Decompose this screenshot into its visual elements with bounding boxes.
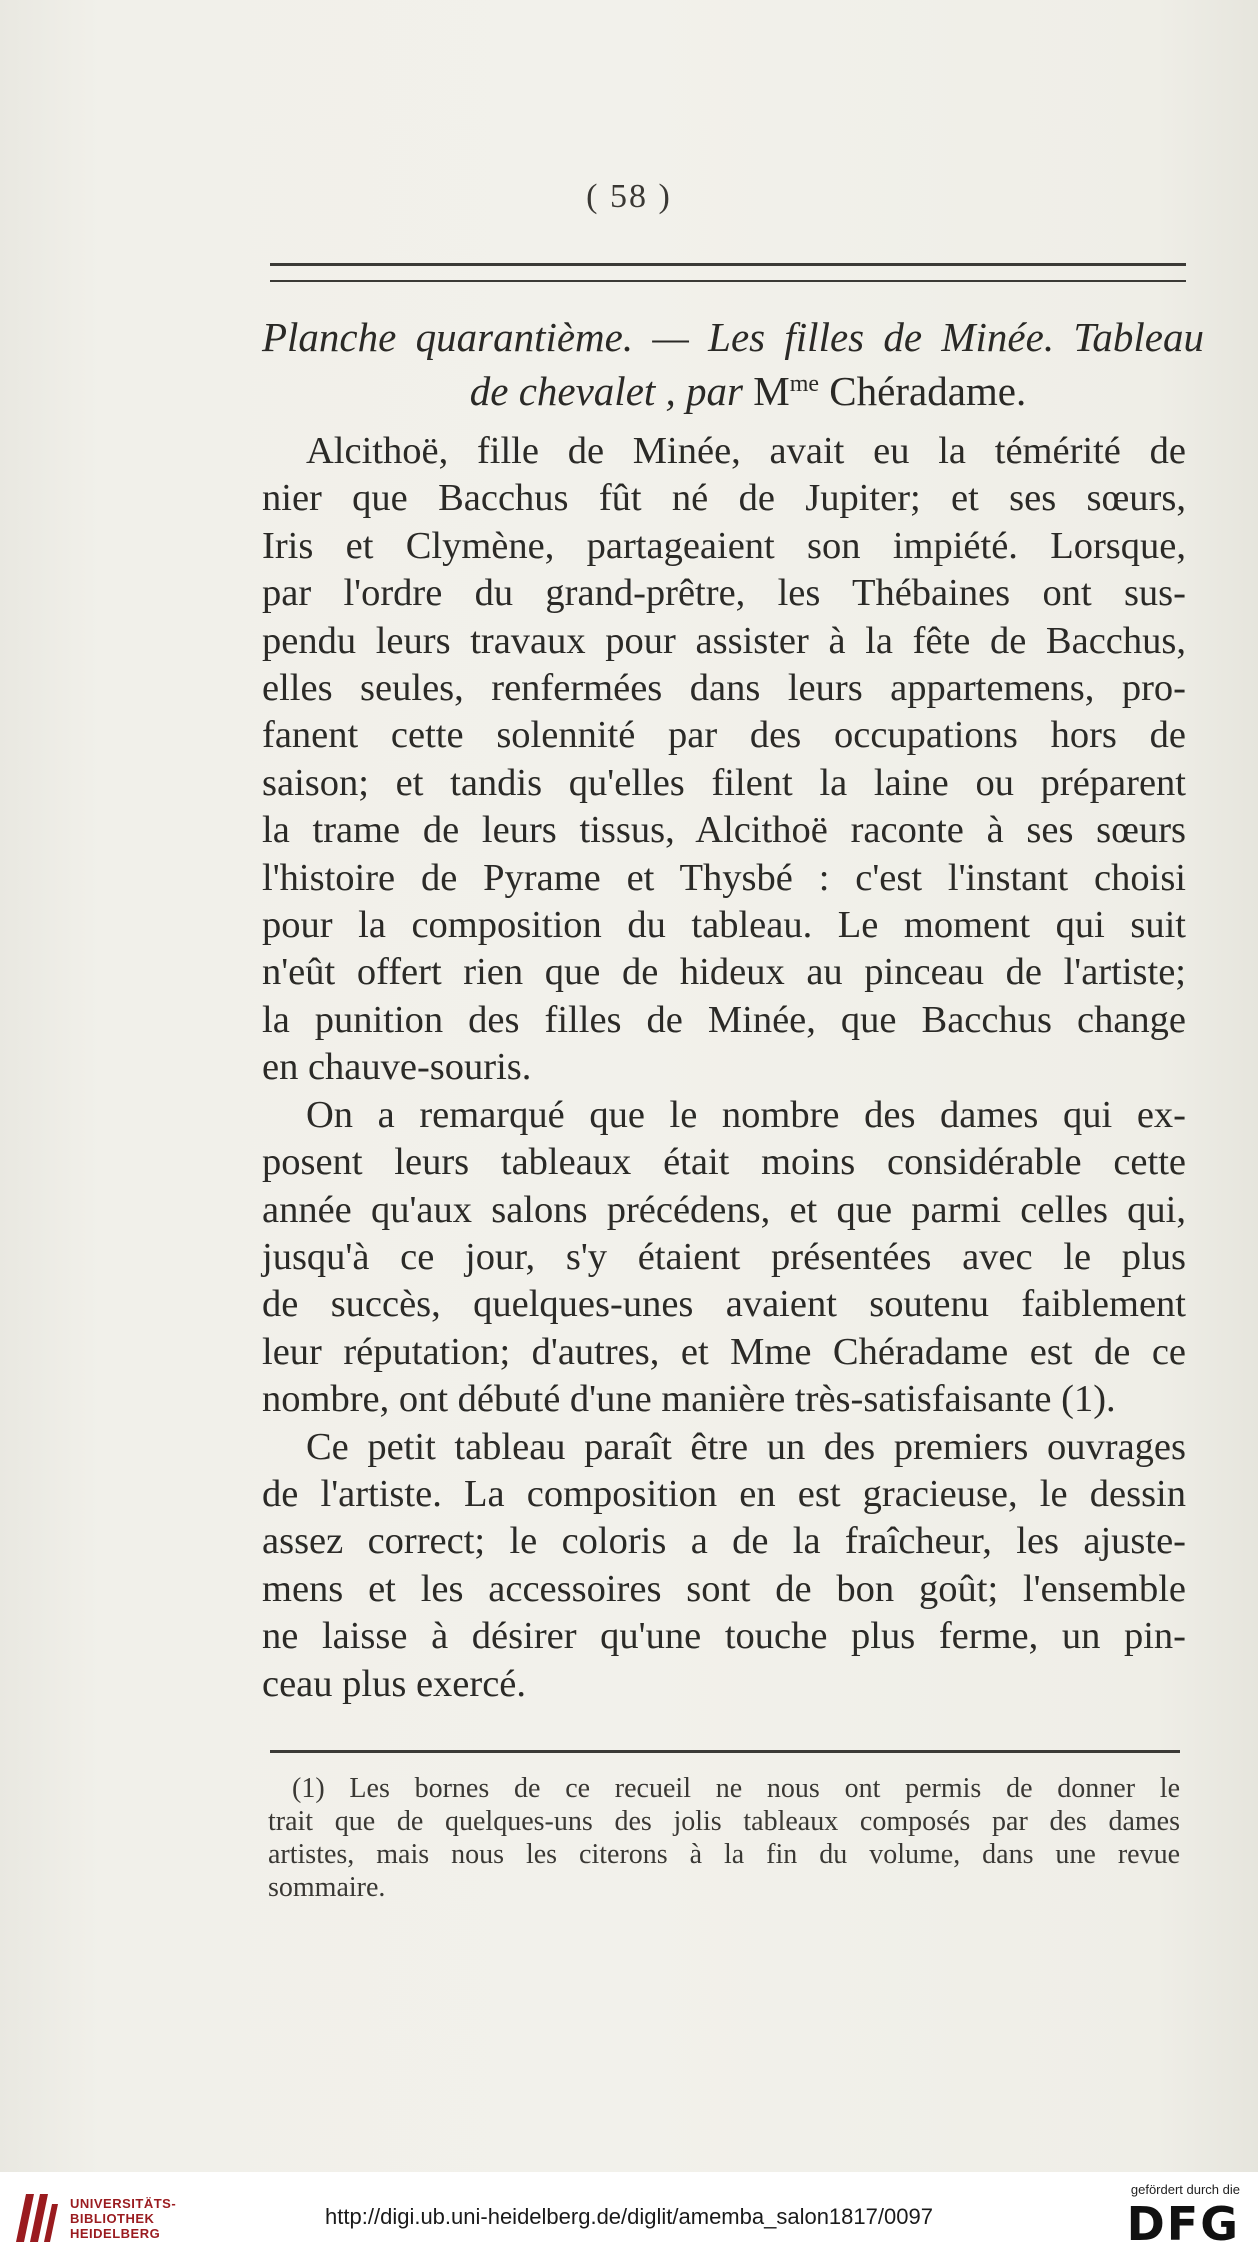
page-number: ( 58 ) — [586, 178, 672, 215]
text-line: nombre, ont débuté d'une manière très-satisfaisante (1). — [262, 1378, 1116, 1421]
paragraph-2 — [262, 1092, 1186, 1424]
text-line: en chauve-souris. — [262, 1046, 532, 1089]
body-text — [262, 428, 1186, 1708]
library-name-line-2: BIBLIOTHEK — [70, 2211, 155, 2226]
permalink-url[interactable]: http://digi.ub.uni-heidelberg.de/diglit/amemba_salon1817/0097 — [325, 2204, 933, 2229]
text-line: année qu'aux salons précédens, et que parmi celles qui, — [262, 1188, 1186, 1231]
dfg-logo — [1110, 2182, 1240, 2249]
text-line: pendu leurs travaux pour assister à la fête de Bacchus, — [262, 619, 1186, 662]
text-line: saison; et tandis qu'elles filent la laine ou préparent — [262, 761, 1186, 804]
footnote — [268, 1772, 1180, 1904]
footnote-line: sommaire. — [268, 1872, 386, 1903]
header-double-rule — [270, 263, 1186, 282]
text-line: On a remarqué que le nombre des dames qui ex- — [306, 1093, 1186, 1136]
footnote-line: (1) Les bornes de ce recueil ne nous ont permis de donner le — [292, 1773, 1180, 1804]
text-line: elles seules, renfermées dans leurs appartemens, pro- — [262, 667, 1186, 710]
text-line: Iris et Clymène, partageaient son impiété. Lorsque, — [262, 524, 1186, 567]
footnote-line: trait que de quelques-uns des jolis tableaux composés par des dames — [268, 1806, 1180, 1837]
paragraph-3 — [262, 1424, 1186, 1708]
text-line: jusqu'à ce jour, s'y étaient présentées avec le plus — [262, 1235, 1186, 1278]
heading-title-abbrev: M — [753, 368, 790, 414]
text-line: nier que Bacchus fût né de Jupiter; et ses sœurs, — [262, 477, 1186, 520]
text-line: par l'ordre du grand-prêtre, les Thébaines ont sus- — [262, 572, 1186, 615]
library-name-line-3: HEIDELBERG — [70, 2226, 161, 2241]
plate-heading — [262, 310, 1204, 418]
footnote-line: artistes, mais nous les citerons à la fin du volume, dans une revue — [268, 1839, 1180, 1870]
funded-by-text: gefördert durch die — [1130, 2182, 1240, 2197]
text-line: la trame de leurs tissus, Alcithoë raconte à ses sœurs — [262, 809, 1186, 852]
text-line: pour la composition du tableau. Le moment qui suit — [262, 904, 1186, 947]
paragraph-1 — [262, 428, 1186, 1092]
text-line: posent leurs tableaux était moins considérable cette — [262, 1141, 1186, 1184]
dfg-wordmark: DFG — [1126, 2197, 1240, 2251]
library-name-line-1: UNIVERSITÄTS- — [70, 2196, 177, 2211]
text-line: assez correct; le coloris a de la fraîcheur, les ajuste- — [262, 1520, 1186, 1563]
heading-line-2 — [262, 364, 1204, 418]
heading-line-1: Planche quarantième. — Les filles de Minée. Tableau — [262, 314, 1204, 360]
text-line: la punition des filles de Minée, que Bacchus change — [262, 998, 1186, 1041]
footnote-rule — [270, 1750, 1180, 1753]
text-line: ne laisse à désirer qu'une touche plus ferme, un pin- — [262, 1615, 1186, 1658]
heading-line-2-prefix: de chevalet , par — [469, 368, 743, 414]
text-line: mens et les accessoires sont de bon goût; l'ensemble — [262, 1567, 1186, 1610]
text-line: de succès, quelques-unes avaient soutenu faiblement — [262, 1283, 1186, 1326]
text-line: Ce petit tableau paraît être un des premiers ouvrages — [306, 1425, 1186, 1468]
text-line: Alcithoë, fille de Minée, avait eu la témérité de — [306, 430, 1186, 472]
text-line: n'eût offert rien que de hideux au pinceau de l'artiste; — [262, 951, 1186, 994]
text-line: l'histoire de Pyrame et Thysbé : c'est l'instant choisi — [262, 856, 1186, 899]
heading-artist: Chéradame. — [829, 368, 1027, 414]
text-line: de l'artiste. La composition en est gracieuse, le dessin — [262, 1472, 1186, 1515]
text-line: leur réputation; d'autres, et Mme Chéradame est de ce — [262, 1330, 1186, 1373]
text-line: fanent cette solennité par des occupations hors de — [262, 714, 1186, 757]
digitization-footer — [0, 2172, 1258, 2261]
text-line: ceau plus exercé. — [262, 1662, 526, 1705]
heading-title-sup: me — [789, 371, 820, 397]
